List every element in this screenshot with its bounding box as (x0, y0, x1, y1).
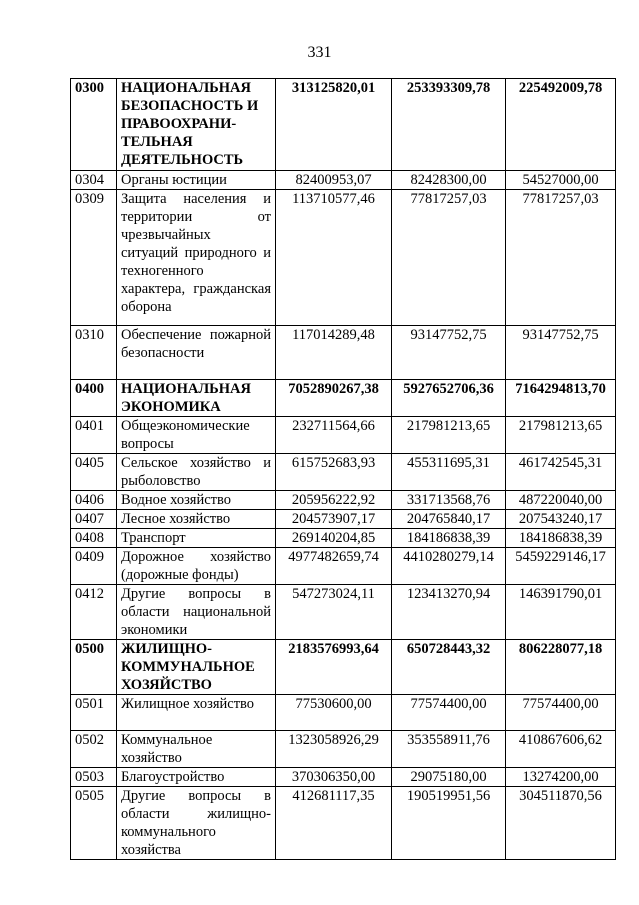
value-cell-1: 113710577,46 (276, 190, 392, 326)
budget-table-body (71, 79, 616, 860)
table-row (71, 171, 616, 190)
value-cell-3: 207543240,17 (506, 510, 616, 529)
name-cell: Другие вопросы в области национальной экономики (117, 585, 276, 640)
value-cell-3: 13274200,00 (506, 768, 616, 787)
value-cell-3: 304511870,56 (506, 787, 616, 860)
value-cell-2: 4410280279,14 (392, 548, 506, 585)
section-row (71, 640, 616, 695)
code-cell: 0406 (71, 491, 117, 510)
value-cell-1: 82400953,07 (276, 171, 392, 190)
value-cell-1: 2183576993,64 (276, 640, 392, 695)
value-cell-2: 253393309,78 (392, 79, 506, 171)
code-cell: 0409 (71, 548, 117, 585)
table-row (71, 417, 616, 454)
budget-table (70, 78, 616, 860)
name-cell: Благоустройство (117, 768, 276, 787)
value-cell-1: 370306350,00 (276, 768, 392, 787)
value-cell-2: 353558911,76 (392, 731, 506, 768)
value-cell-1: 117014289,48 (276, 326, 392, 380)
name-cell: Защита населения и территории от чрезвычайных ситуаций природного и техногенного характера, гражданская оборона (117, 190, 276, 326)
table-row (71, 787, 616, 860)
name-cell: Органы юстиции (117, 171, 276, 190)
value-cell-3: 225492009,78 (506, 79, 616, 171)
name-cell: Коммунальное хозяйство (117, 731, 276, 768)
code-cell: 0505 (71, 787, 117, 860)
table-row (71, 326, 616, 380)
value-cell-2: 77817257,03 (392, 190, 506, 326)
value-cell-3: 461742545,31 (506, 454, 616, 491)
value-cell-1: 615752683,93 (276, 454, 392, 491)
name-cell: НАЦИОНАЛЬНАЯ БЕЗОПАСНОСТЬ И ПРАВООХРАНИ-ТЕЛЬНАЯ ДЕЯТЕЛЬНОСТЬ (117, 79, 276, 171)
value-cell-2: 331713568,76 (392, 491, 506, 510)
section-row (71, 380, 616, 417)
value-cell-2: 123413270,94 (392, 585, 506, 640)
value-cell-1: 547273024,11 (276, 585, 392, 640)
table-row (71, 491, 616, 510)
code-cell: 0407 (71, 510, 117, 529)
table-row (71, 510, 616, 529)
value-cell-3: 77574400,00 (506, 695, 616, 731)
value-cell-3: 410867606,62 (506, 731, 616, 768)
code-cell: 0503 (71, 768, 117, 787)
code-cell: 0309 (71, 190, 117, 326)
value-cell-1: 205956222,92 (276, 491, 392, 510)
name-cell: Жилищное хозяйство (117, 695, 276, 731)
name-cell: НАЦИОНАЛЬНАЯ ЭКОНОМИКА (117, 380, 276, 417)
value-cell-1: 204573907,17 (276, 510, 392, 529)
value-cell-1: 4977482659,74 (276, 548, 392, 585)
name-cell: Дорожное хозяйство (дорожные фонды) (117, 548, 276, 585)
value-cell-1: 313125820,01 (276, 79, 392, 171)
name-cell: Водное хозяйство (117, 491, 276, 510)
name-cell: Общеэкономические вопросы (117, 417, 276, 454)
value-cell-1: 269140204,85 (276, 529, 392, 548)
table-row (71, 768, 616, 787)
value-cell-3: 93147752,75 (506, 326, 616, 380)
value-cell-2: 204765840,17 (392, 510, 506, 529)
table-row (71, 454, 616, 491)
name-cell: Лесное хозяйство (117, 510, 276, 529)
table-row (71, 731, 616, 768)
code-cell: 0408 (71, 529, 117, 548)
value-cell-3: 184186838,39 (506, 529, 616, 548)
code-cell: 0412 (71, 585, 117, 640)
name-cell: Транспорт (117, 529, 276, 548)
code-cell: 0304 (71, 171, 117, 190)
code-cell: 0501 (71, 695, 117, 731)
table-row (71, 548, 616, 585)
name-cell: Другие вопросы в области жилищно-коммунального хозяйства (117, 787, 276, 860)
value-cell-2: 77574400,00 (392, 695, 506, 731)
value-cell-2: 5927652706,36 (392, 380, 506, 417)
value-cell-3: 217981213,65 (506, 417, 616, 454)
name-cell: Сельское хозяйство и рыболовство (117, 454, 276, 491)
value-cell-2: 29075180,00 (392, 768, 506, 787)
value-cell-3: 54527000,00 (506, 171, 616, 190)
code-cell: 0401 (71, 417, 117, 454)
table-row (71, 190, 616, 326)
value-cell-2: 650728443,32 (392, 640, 506, 695)
value-cell-2: 455311695,31 (392, 454, 506, 491)
value-cell-3: 487220040,00 (506, 491, 616, 510)
value-cell-3: 7164294813,70 (506, 380, 616, 417)
value-cell-2: 82428300,00 (392, 171, 506, 190)
code-cell: 0400 (71, 380, 117, 417)
table-row (71, 695, 616, 731)
name-cell: Обеспечение пожарной безопасности (117, 326, 276, 380)
value-cell-1: 77530600,00 (276, 695, 392, 731)
value-cell-2: 190519951,56 (392, 787, 506, 860)
code-cell: 0405 (71, 454, 117, 491)
name-cell: ЖИЛИЩНО-КОММУНАЛЬНОЕ ХОЗЯЙСТВО (117, 640, 276, 695)
value-cell-1: 232711564,66 (276, 417, 392, 454)
value-cell-3: 5459229146,17 (506, 548, 616, 585)
value-cell-1: 412681117,35 (276, 787, 392, 860)
value-cell-3: 77817257,03 (506, 190, 616, 326)
value-cell-3: 146391790,01 (506, 585, 616, 640)
table-row (71, 585, 616, 640)
code-cell: 0500 (71, 640, 117, 695)
section-row (71, 79, 616, 171)
value-cell-2: 217981213,65 (392, 417, 506, 454)
table-row (71, 529, 616, 548)
value-cell-2: 93147752,75 (392, 326, 506, 380)
code-cell: 0300 (71, 79, 117, 171)
page-number: 331 (307, 44, 332, 61)
value-cell-2: 184186838,39 (392, 529, 506, 548)
value-cell-1: 7052890267,38 (276, 380, 392, 417)
code-cell: 0310 (71, 326, 117, 380)
value-cell-1: 1323058926,29 (276, 731, 392, 768)
code-cell: 0502 (71, 731, 117, 768)
value-cell-3: 806228077,18 (506, 640, 616, 695)
